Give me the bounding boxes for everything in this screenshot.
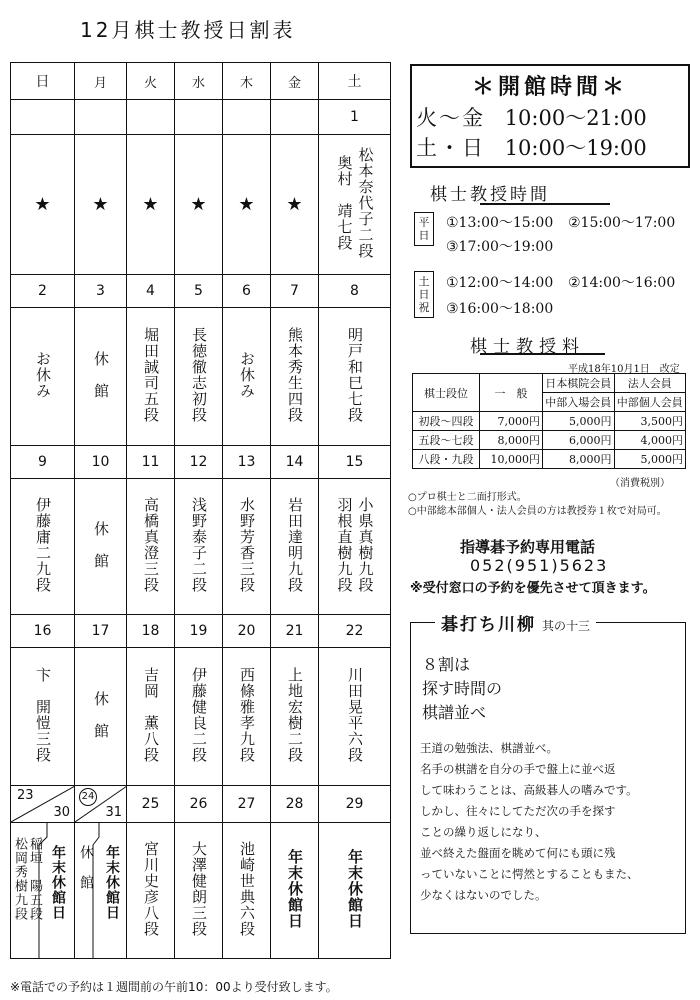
commentary-line: 王道の勉強法、棋譜並べ。	[420, 741, 558, 755]
instructor-cell	[127, 648, 175, 786]
closed-label: 休 館	[92, 690, 110, 739]
phone-reservation-note: ※電話での予約は１週間前の午前10：00より受付致します。	[10, 980, 338, 994]
senryu-subtitle: 其の十三	[542, 619, 591, 633]
fee-general: 10,000円	[480, 450, 543, 469]
commentary-line: 少なくはないのでした。	[420, 888, 547, 902]
day-number: 22	[319, 615, 391, 648]
day-number: 1	[319, 100, 391, 135]
day-number: 19	[175, 615, 223, 648]
week5-number-row	[11, 786, 391, 823]
time-slot: ③17:00～19:00	[446, 239, 554, 255]
day-number: 5	[175, 275, 223, 308]
instructor-cell	[319, 648, 391, 786]
fee-table	[412, 373, 686, 469]
day-number: 14	[271, 446, 319, 479]
instructor-name: 松岡秀樹九段	[12, 837, 27, 921]
tax-note: （消費税別）	[610, 478, 670, 489]
instructor-cell	[223, 648, 271, 786]
weekday-tue: 火	[127, 63, 175, 100]
split-instructor-cell	[11, 823, 75, 959]
star-icon: ★	[286, 194, 303, 215]
day-number: 8	[319, 275, 391, 308]
split-closed-cell	[75, 823, 127, 959]
instructor-cell	[175, 823, 223, 959]
instructor-name: 宮川史彦八段	[142, 840, 160, 937]
instructor-cell	[127, 823, 175, 959]
senryu-heading	[435, 610, 596, 635]
fee-revised-date: 平成18年10月1日 改定	[568, 364, 680, 375]
commentary-line: 名手の棋譜を自分の手で盤上に並べ返	[420, 762, 616, 776]
day-number: 27	[223, 786, 271, 823]
instructor-name: 池崎世典六段	[238, 840, 256, 937]
fee-corp: 5,000円	[614, 450, 686, 469]
fee-note: ○中部総本部個人・法人会員の方は教授券１枚で対局可。	[408, 506, 667, 517]
commentary-line: 並べ終えた盤面を眺めて何にも頭に残	[420, 846, 616, 860]
star-mark	[175, 135, 223, 275]
fee-corp: 4,000円	[614, 431, 686, 450]
weekday-wed: 水	[175, 63, 223, 100]
instructor-name: 大澤健朗三段	[190, 840, 208, 937]
day-number: 23	[17, 788, 34, 803]
phone-number: 052(951)5623	[470, 556, 609, 575]
hours-time: 10:00～19:00	[504, 136, 647, 160]
poem-line: 棋譜並べ	[422, 703, 487, 722]
year-end-closed-label: 年末休館日	[104, 845, 120, 920]
fee-rank: 八段・九段	[413, 450, 480, 469]
week4-number-row	[11, 615, 391, 648]
star-mark	[127, 135, 175, 275]
day-number: 11	[127, 446, 175, 479]
instructor-name: 西條雅孝九段	[238, 666, 256, 763]
year-end-closed-cell	[271, 823, 319, 959]
instruction-time-title: 棋士教授時間	[430, 185, 550, 205]
instructor-cell	[319, 308, 391, 446]
star-icon: ★	[142, 194, 159, 215]
weekday-sat: 土	[319, 63, 391, 100]
day-off-label: お休み	[34, 350, 52, 399]
poem-line: 探す時間の	[422, 679, 503, 698]
day-number: 28	[271, 786, 319, 823]
day-number: 6	[223, 275, 271, 308]
day-number: 13	[223, 446, 271, 479]
closed-label: 休 館	[78, 845, 94, 890]
fee-header-corp: 法人会員	[614, 374, 686, 393]
instructor-name: 長徳徹志初段	[190, 326, 208, 423]
instructor-name: 浅野泰子二段	[190, 496, 208, 593]
weekday-thu: 木	[223, 63, 271, 100]
instructor-name: 川田晃平六段	[346, 666, 364, 763]
time-slot: ②14:00～16:00	[568, 275, 676, 291]
time-slot: ③16:00～18:00	[446, 301, 554, 317]
day-cell-empty	[223, 100, 271, 135]
instructor-cell	[271, 648, 319, 786]
senryu-commentary	[420, 738, 682, 906]
day-number: 26	[175, 786, 223, 823]
instructor-name: 卞 開愷三段	[34, 666, 52, 763]
instructor-cell	[223, 479, 271, 615]
week2-number-row	[11, 275, 391, 308]
poem-line: ８割は	[422, 655, 471, 674]
fee-rank: 五段～七段	[413, 431, 480, 450]
day-number: 18	[127, 615, 175, 648]
page-title: 12月棋士教授日割表	[80, 18, 296, 42]
split-day-number	[75, 786, 127, 823]
star-mark	[271, 135, 319, 275]
hours-row	[416, 102, 647, 132]
instructor-cell	[319, 479, 391, 615]
fee-note: ○プロ棋士と二面打形式。	[408, 492, 527, 503]
weekday-header-row	[11, 63, 391, 100]
fee-header-general: 一 般	[480, 374, 543, 412]
commentary-line: して味わうことは、高級碁人の嗜みです。	[420, 783, 638, 797]
instructor-name: 水野芳香三段	[238, 496, 256, 593]
day-number: 17	[75, 615, 127, 648]
day-number: 31	[105, 805, 122, 820]
split-day-number	[11, 786, 75, 823]
hours-row	[416, 132, 647, 162]
day-number: 3	[75, 275, 127, 308]
instructor-cell	[271, 308, 319, 446]
instructor-cell	[319, 135, 391, 275]
schedule-calendar	[10, 62, 391, 959]
hours-time: 10:00～21:00	[504, 106, 647, 130]
instructor-name: 上地宏樹二段	[286, 666, 304, 763]
fee-rank: 初段～四段	[413, 412, 480, 431]
fee-member: 6,000円	[543, 431, 615, 450]
closed-cell	[75, 479, 127, 615]
day-cell-empty	[127, 100, 175, 135]
closed-cell	[75, 308, 127, 446]
fee-member: 5,000円	[543, 412, 615, 431]
day-number: 4	[127, 275, 175, 308]
day-number: 29	[319, 786, 391, 823]
week1-content-row	[11, 135, 391, 275]
fee-header-member-sub: 中部入場会員	[543, 393, 615, 412]
closed-cell	[75, 648, 127, 786]
day-off-label: お休み	[238, 350, 256, 399]
fee-row	[413, 412, 686, 431]
week4-content-row	[11, 648, 391, 786]
day-number: 15	[319, 446, 391, 479]
phone-label: 指導碁予約専用電話	[460, 538, 596, 556]
fee-row	[413, 431, 686, 450]
instructor-name: 吉岡 薫八段	[142, 666, 160, 763]
instructor-cell	[11, 479, 75, 615]
senryu-title: 碁打ち川柳	[441, 615, 536, 635]
fee-row	[413, 450, 686, 469]
title-underline	[480, 203, 610, 205]
instructor-name: 堀田誠司五段	[142, 326, 160, 423]
instructor-name: 岩田達明九段	[286, 496, 304, 593]
fee-header-row	[413, 374, 686, 393]
time-slot: ①12:00～14:00	[446, 275, 554, 291]
year-end-closed-label: 年末休館日	[50, 845, 66, 920]
day-off-cell	[223, 308, 271, 446]
opening-hours-title: ＊開館時間＊	[471, 75, 628, 100]
fee-header-corp-sub: 中部個人会員	[614, 393, 686, 412]
instructor-cell	[127, 479, 175, 615]
week3-content-row	[11, 479, 391, 615]
weekday-mon: 月	[75, 63, 127, 100]
instructor-name: 小県真樹九段	[356, 496, 375, 593]
day-off-cell	[11, 308, 75, 446]
star-icon: ★	[190, 194, 207, 215]
fee-general: 7,000円	[480, 412, 543, 431]
instructor-cell	[175, 308, 223, 446]
fee-title: 棋士教授料	[470, 337, 585, 357]
star-mark	[75, 135, 127, 275]
weekday-fri: 金	[271, 63, 319, 100]
fee-member: 8,000円	[543, 450, 615, 469]
day-number: 21	[271, 615, 319, 648]
instructor-name: 熊本秀生四段	[286, 326, 304, 423]
fee-corp: 3,500円	[614, 412, 686, 431]
instructor-name: 松本奈代子二段	[356, 146, 375, 259]
instructor-name: 伊藤庸二九段	[34, 496, 52, 593]
instructor-name: 稲垣 陽五段	[27, 837, 42, 921]
day-cell-empty	[175, 100, 223, 135]
title-underline	[480, 353, 605, 355]
fee-header-rank: 棋士段位	[413, 374, 480, 412]
star-mark	[223, 135, 271, 275]
fee-header-member: 日本棋院会員	[543, 374, 615, 393]
day-number: 9	[11, 446, 75, 479]
instructor-name: 高橋真澄三段	[142, 496, 160, 593]
closed-label: 休 館	[92, 350, 110, 399]
instructor-cell	[223, 823, 271, 959]
star-icon: ★	[238, 194, 255, 215]
year-end-closed-cell	[319, 823, 391, 959]
week1-number-row	[11, 100, 391, 135]
commentary-line: ことの繰り返しになり、	[420, 825, 547, 839]
week3-number-row	[11, 446, 391, 479]
instructor-name: 伊藤健良二段	[190, 666, 208, 763]
instructor-name: 羽根直樹九段	[335, 496, 354, 593]
day-number: 7	[271, 275, 319, 308]
instructor-name: 明戸和巳七段	[346, 326, 364, 423]
commentary-line: しかし、往々にしてただ次の手を探す	[420, 804, 616, 818]
day-number: 20	[223, 615, 271, 648]
day-number: 25	[127, 786, 175, 823]
day-number: 2	[11, 275, 75, 308]
day-cell-empty	[11, 100, 75, 135]
hours-days: 土・日	[416, 136, 485, 160]
fee-general: 8,000円	[480, 431, 543, 450]
commentary-line: っていないことに愕然とすることもまた、	[420, 867, 639, 881]
star-icon: ★	[34, 194, 51, 215]
holiday-tag: 土日祝	[414, 271, 434, 318]
week2-content-row	[11, 308, 391, 446]
instructor-name: 奥村 靖七段	[335, 154, 354, 251]
time-slot: ②15:00～17:00	[568, 215, 676, 231]
day-cell-empty	[271, 100, 319, 135]
weekday-sun: 日	[11, 63, 75, 100]
instructor-cell	[175, 479, 223, 615]
day-number: 16	[11, 615, 75, 648]
year-end-closed-label: 年末休館日	[346, 848, 364, 929]
weekday-tag: 平日	[414, 212, 434, 246]
closed-label: 休 館	[92, 520, 110, 569]
instructor-cell	[127, 308, 175, 446]
star-icon: ★	[92, 194, 109, 215]
day-number: 30	[53, 805, 70, 820]
instructor-cell	[11, 648, 75, 786]
instructor-cell	[175, 648, 223, 786]
hours-days: 火～金	[416, 106, 485, 130]
priority-note: ※受付窓口の予約を優先させて頂きます。	[410, 581, 656, 596]
day-number: 12	[175, 446, 223, 479]
day-number-circled: 24	[79, 788, 97, 806]
day-cell-empty	[75, 100, 127, 135]
year-end-closed-label: 年末休館日	[286, 848, 304, 929]
time-slot: ①13:00～15:00	[446, 215, 554, 231]
week5-content-row	[11, 823, 391, 959]
day-number: 10	[75, 446, 127, 479]
star-mark	[11, 135, 75, 275]
instructor-cell	[271, 479, 319, 615]
opening-hours-box	[410, 64, 690, 168]
